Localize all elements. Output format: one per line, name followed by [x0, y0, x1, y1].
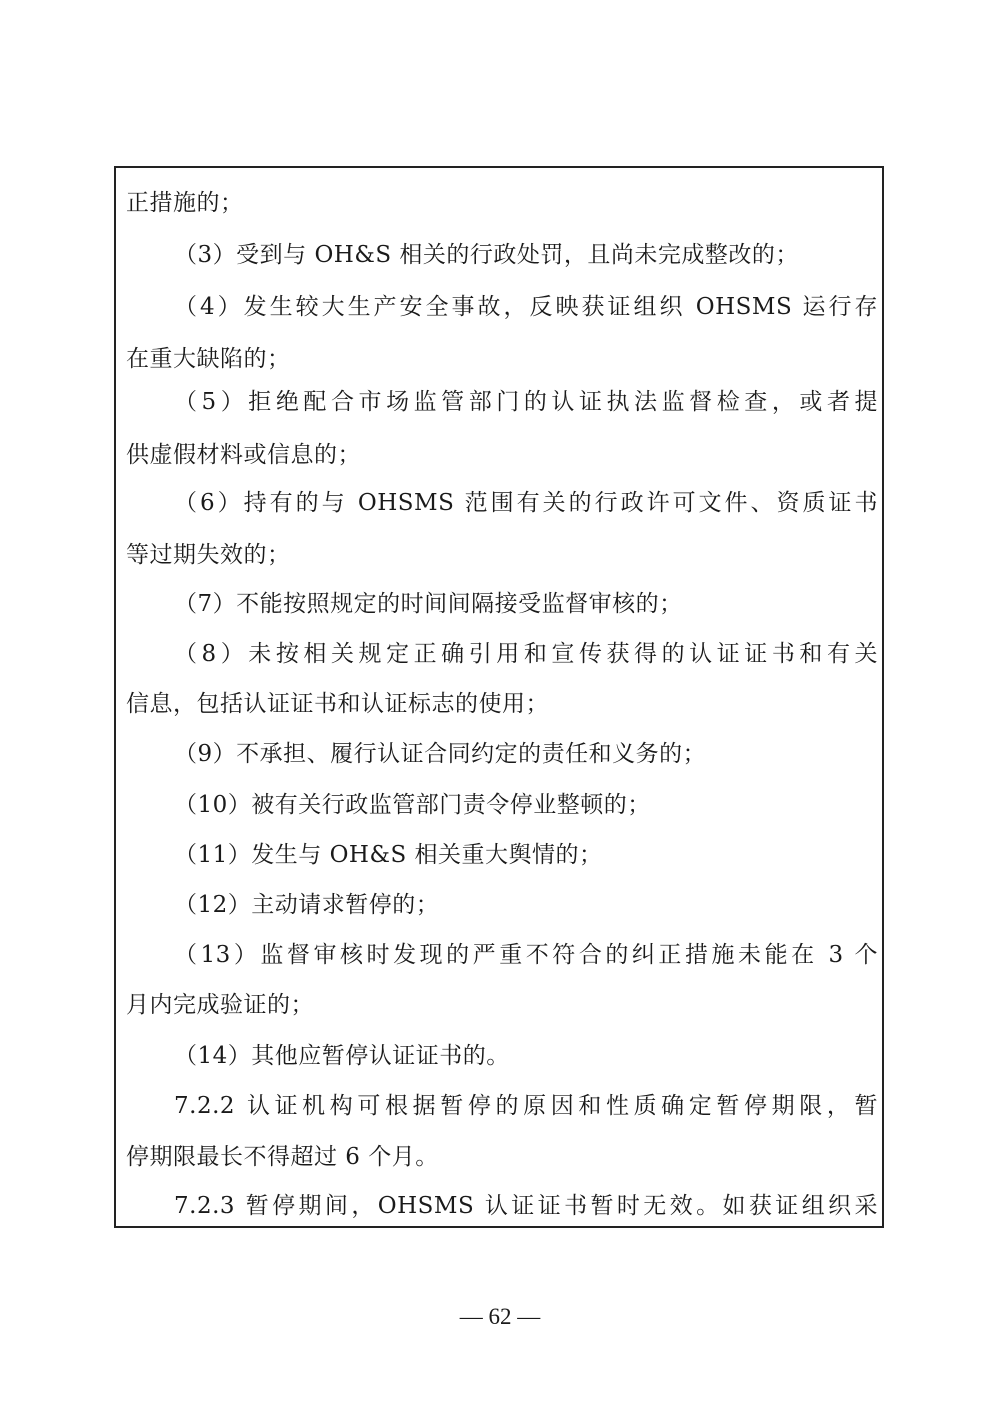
- section-7-2-2-line-1: 7.2.2 认证机构可根据暂停的原因和性质确定暂停期限，暂: [174, 1093, 878, 1119]
- list-item-5-line-1: （5）拒绝配合市场监管部门的认证执法监督检查，或者提: [174, 389, 878, 415]
- section-7-2-2-line-2: 停期限最长不得超过 6 个月。: [126, 1144, 439, 1170]
- list-item-4-line-2: 在重大缺陷的；: [126, 346, 291, 372]
- list-item-13-line-2: 月内完成验证的；: [126, 992, 314, 1018]
- list-item-7: （7）不能按照规定的时间间隔接受监督审核的；: [174, 591, 683, 617]
- content-box: [114, 166, 884, 1228]
- list-item-8-line-1: （8）未按相关规定正确引用和宣传获得的认证证书和有关: [174, 641, 878, 667]
- list-item-12: （12）主动请求暂停的；: [174, 892, 440, 918]
- list-item-11: （11）发生与 OH&S 相关重大舆情的；: [174, 842, 603, 868]
- list-item-8-line-2: 信息，包括认证证书和认证标志的使用；: [126, 691, 549, 717]
- paragraph-continuation: 正措施的；: [126, 190, 244, 216]
- list-item-10: （10）被有关行政监管部门责令停业整顿的；: [174, 792, 651, 818]
- list-item-6-line-1: （6）持有的与 OHSMS 范围有关的行政许可文件、资质证书: [174, 490, 878, 516]
- list-item-6-line-2: 等过期失效的；: [126, 542, 291, 568]
- list-item-5-line-2: 供虚假材料或信息的；: [126, 442, 361, 468]
- list-item-3: （3）受到与 OH&S 相关的行政处罚，且尚未完成整改的；: [174, 242, 799, 268]
- list-item-9: （9）不承担、履行认证合同约定的责任和义务的；: [174, 741, 707, 767]
- list-item-14: （14）其他应暂停认证证书的。: [174, 1043, 510, 1069]
- page-number: — 62 —: [459, 1304, 541, 1329]
- list-item-4-line-1: （4）发生较大生产安全事故，反映获证组织 OHSMS 运行存: [174, 294, 878, 320]
- list-item-13-line-1: （13）监督审核时发现的严重不符合的纠正措施未能在 3 个: [174, 942, 878, 968]
- section-7-2-3-line-1: 7.2.3 暂停期间，OHSMS 认证证书暂时无效。如获证组织采: [174, 1193, 878, 1219]
